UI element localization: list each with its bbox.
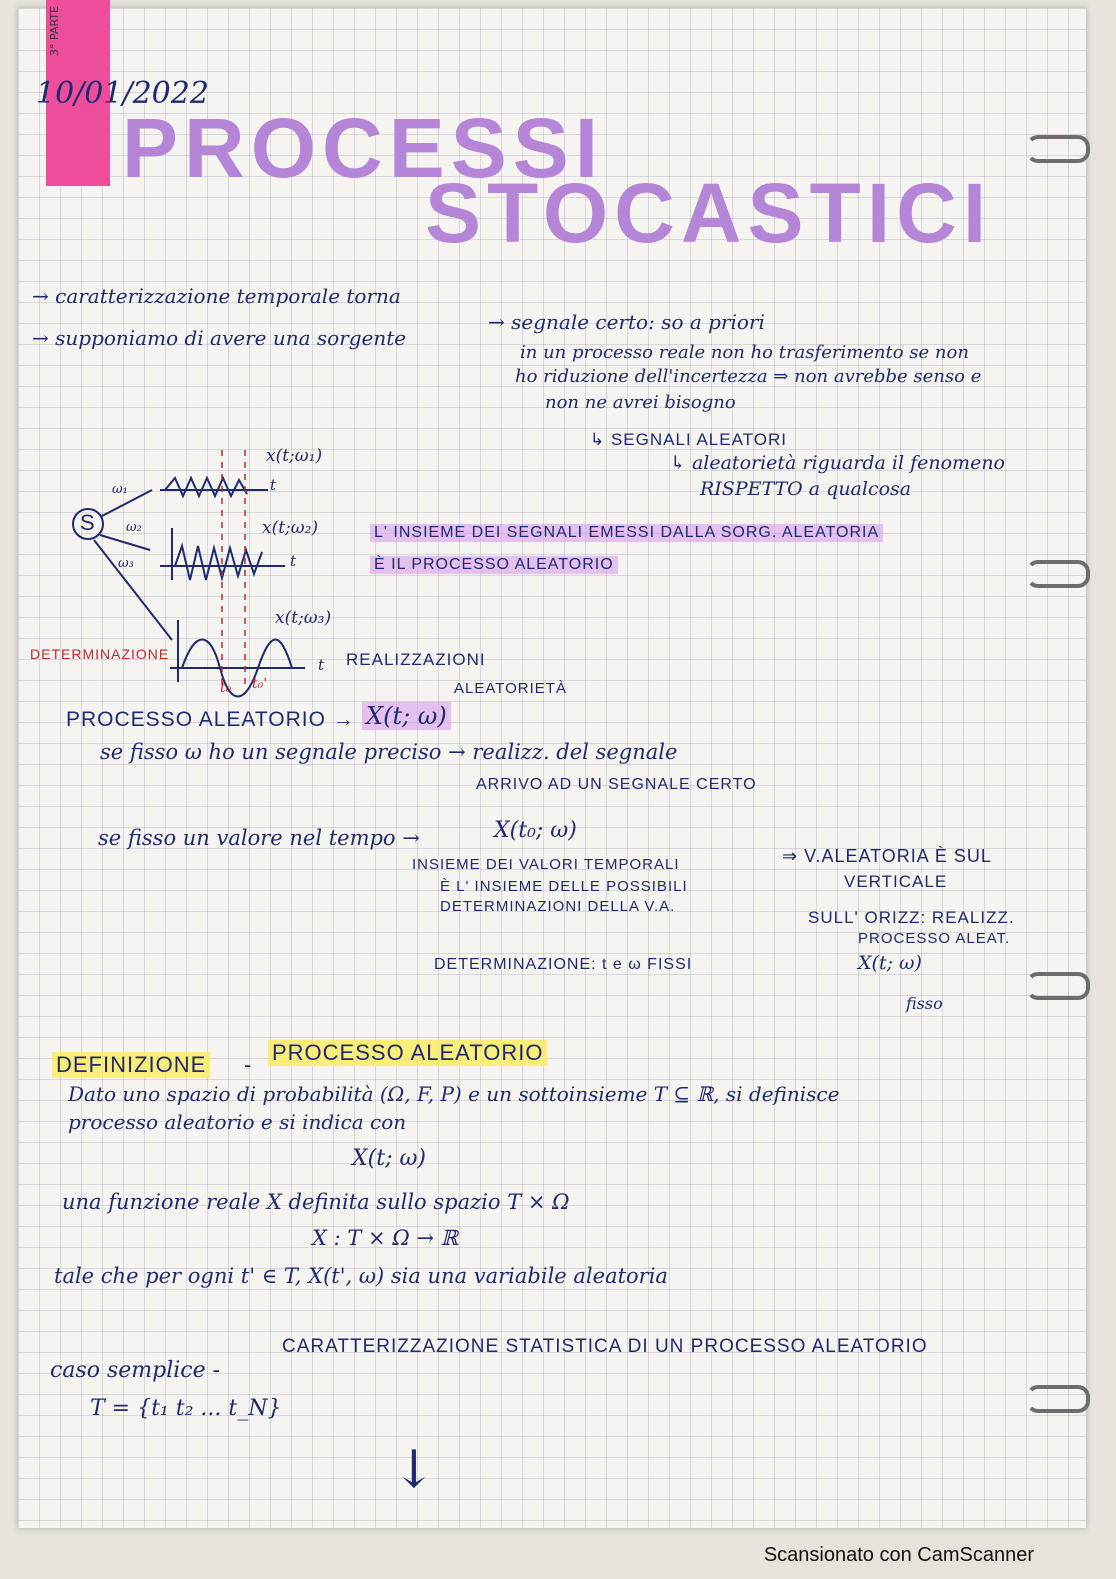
- signal-label-1: x(t;ω₁): [266, 446, 323, 466]
- caso-semplice-label: caso semplice -: [50, 1358, 221, 1383]
- fisso-tempo-line: se fisso un valore nel tempo →: [98, 826, 420, 850]
- signal-label-3: x(t;ω₃): [275, 608, 332, 628]
- intro-line: → supponiamo di avere una sorgente: [32, 326, 407, 350]
- va-verticale-line: ⇒ V.ALEATORIA È SUL: [782, 846, 992, 866]
- determinazione-line: DETERMINAZIONE: t e ω FISSI: [434, 956, 693, 973]
- page-title-line1: PROCESSI: [122, 101, 605, 195]
- orizzontale-line: PROCESSO ALEAT.: [858, 930, 1011, 947]
- source-label: S: [80, 510, 96, 535]
- formula-t0: X(t₀; ω): [494, 818, 577, 843]
- omega2-label: ω₂: [126, 520, 142, 535]
- insieme-note-line: L' INSIEME DEI SEGNALI EMESSI DALLA SORG. ALEATORIA: [370, 524, 883, 542]
- processo-formula: X(t; ω): [362, 702, 451, 730]
- definition-subheading: PROCESSO ALEATORIO: [268, 1040, 547, 1066]
- signal-wave-1: [165, 478, 247, 496]
- signal-wave-2: [175, 546, 262, 580]
- t0p-label: t₀': [252, 676, 268, 692]
- tab-label: 3° PARTE: [48, 6, 61, 56]
- definition-dash: -: [244, 1052, 253, 1077]
- fisso-label: fisso: [906, 994, 943, 1013]
- branch-line: [100, 535, 150, 550]
- va-verticale-line: VERTICALE: [844, 872, 948, 891]
- definition-line: processo aleatorio e si indica con: [68, 1110, 407, 1134]
- signal-label-2: x(t;ω₂): [262, 518, 319, 538]
- scanner-watermark: Scansionato con CamScanner: [763, 1544, 1034, 1566]
- t-label: t: [318, 656, 325, 674]
- arrivo-line: ARRIVO AD UN SEGNALE CERTO: [476, 776, 757, 793]
- caso-semplice-title: CARATTERIZZAZIONE STATISTICA DI UN PROCESSO ALEATORIO: [282, 1336, 928, 1357]
- intro-line: RISPETTO a qualcosa: [700, 478, 912, 500]
- t-label: t: [270, 476, 277, 494]
- t-label: t: [290, 552, 297, 570]
- intro-line: ↳ SEGNALI ALEATORI: [590, 430, 787, 449]
- intro-line: in un processo reale non ho trasferimento se non: [520, 342, 969, 363]
- determinazione-label: DETERMINAZIONE: [30, 646, 170, 662]
- intro-line: → caratterizzazione temporale torna: [32, 284, 401, 308]
- down-arrow: ↓: [392, 1440, 436, 1500]
- t0-label: t₀: [220, 680, 232, 696]
- definition-formula: X(t; ω): [352, 1146, 427, 1171]
- omega1-label: ω₁: [112, 482, 128, 497]
- insieme-valori-line: INSIEME DEI VALORI TEMPORALI: [412, 856, 680, 873]
- intro-line: non ne avrei bisogno: [545, 392, 736, 413]
- processo-label: PROCESSO ALEATORIO →: [66, 708, 355, 731]
- branch-line: [94, 540, 172, 640]
- omega3-label: ω₃: [118, 556, 134, 571]
- insieme-note-line: È IL PROCESSO ALEATORIO: [370, 556, 618, 574]
- date: 10/01/2022: [36, 76, 209, 111]
- orizzontale-formula: X(t; ω): [858, 952, 922, 974]
- definition-formula: X : T × Ω → ℝ: [312, 1226, 459, 1250]
- realizzazioni-label: REALIZZAZIONI: [346, 650, 486, 669]
- intro-line: ↳ aleatorietà riguarda il fenomeno: [670, 452, 1005, 474]
- definition-line: una funzione reale X definita sullo spazio T × Ω: [62, 1190, 570, 1214]
- insieme-valori-line: DETERMINAZIONI DELLA V.A.: [440, 898, 676, 915]
- fisso-omega-line: se fisso ω ho un segnale preciso → realizz. del segnale: [100, 740, 678, 764]
- insieme-valori-line: È L' INSIEME DELLE POSSIBILI: [440, 878, 688, 895]
- aleatorieta-label: ALEATORIETÀ: [454, 680, 567, 697]
- orizzontale-line: SULL' ORIZZ: REALIZZ.: [808, 908, 1015, 927]
- intro-line: → segnale certo: so a priori: [488, 310, 765, 334]
- definition-line: Dato uno spazio di probabilità (Ω, F, P) e un sottoinsieme T ⊆ ℝ, si definisce: [68, 1082, 840, 1106]
- intro-line: ho riduzione dell'incertezza ⇒ non avrebbe senso e: [515, 366, 982, 387]
- definition-line: tale che per ogni t' ∈ T, X(t', ω) sia una variabile aleatoria: [54, 1264, 668, 1288]
- caso-semplice-set: T = {t₁ t₂ ... t_N}: [90, 1396, 282, 1421]
- page-title-line2: STOCASTICI: [425, 166, 993, 260]
- definition-heading: DEFINIZIONE: [52, 1052, 210, 1078]
